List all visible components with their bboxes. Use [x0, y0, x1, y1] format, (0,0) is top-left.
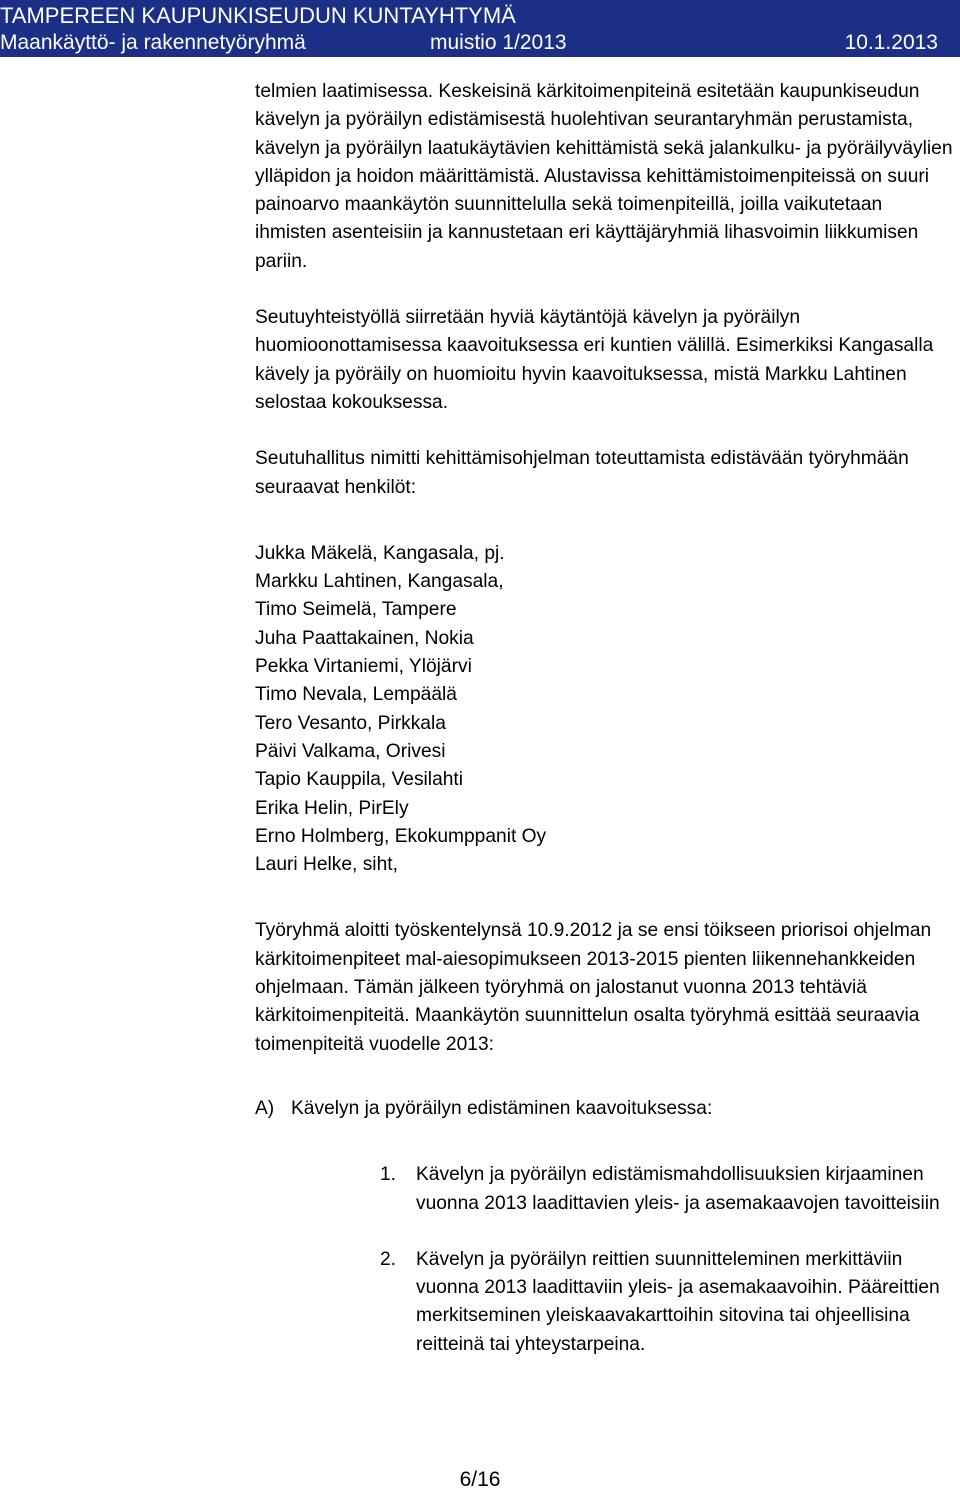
paragraph-working-group-appointment: Seutuhallitus nimitti kehittämisohjelman toteuttamista edistävään työryhmään seuraavat henkilöt:: [255, 448, 909, 498]
item-text: Kävelyn ja pyöräilyn edistämismahdollisuuksien kirjaaminen vuonna 2013 laadittavien yleis- ja asemakaavojen tavoitteisiin: [416, 1164, 940, 1214]
working-group-name: Maankäyttö- ja rakennetyöryhmä: [0, 31, 306, 54]
paragraph-continued: telmien laatimisessa. Keskeisinä kärkitoimenpiteinä esitetään kaupunkiseudun kävelyn ja pyöräilyn edistämisestä huolehtivan seurantaryhmän perustamista, kävelyn ja pyöräilyn laatukäytävien kehittämistä sekä jalankulku- ja pyöräilyväylien ylläpidon ja hoidon määrittämistä. Alustavissa kehittämistoimenpiteissä on suuri painoarvo maankäytön suunnittelulla sekä toimenpiteillä, joilla vaikutetaan ihmisten asenteisiin ja kannustetaan eri käyttäjäryhmiä lihasvoimin liikkumisen pariin.: [255, 81, 953, 272]
list-item: [380, 1246, 955, 1359]
list-item: Timo Seimelä, Tampere: [255, 599, 457, 621]
list-item: Jukka Mäkelä, Kangasala, pj.: [255, 542, 505, 564]
item-number: 2.: [380, 1248, 397, 1270]
section-title: Kävelyn ja pyöräilyn edistäminen kaavoituksessa:: [291, 1097, 713, 1119]
paragraph-working-group-progress: Työryhmä aloitti työskentelynsä 10.9.2012 ja se ensi töikseen priorisoi ohjelman kärkitoimenpiteet mal-aiesopimukseen 2013-2015 pienten liikennehankkeiden ohjelmaan. Tämän jälkeen työryhmä on jalostanut vuonna 2013 tehtäviä kärkitoimenpiteitä. Maankäytön suunnittelun osalta työryhmä esittää seuraavia toimenpiteitä vuodelle 2013:: [255, 920, 932, 1055]
section-a-heading: [255, 1095, 955, 1123]
paragraph-regional-cooperation: Seutuyhteistyöllä siirretään hyviä käytäntöjä kävelyn ja pyöräilyn huomioonottamisessa kaavoituksessa eri kuntien välillä. Esimerkiksi Kangasalla kävely ja pyöräily on huomioitu hyvin kaavoituksessa, mistä Markku Lahtinen selostaa kokouksessa.: [255, 307, 934, 413]
memo-date: 10.1.2013: [844, 31, 938, 54]
list-item: Tero Vesanto, Pirkkala: [255, 712, 446, 734]
measure-list: [380, 1161, 955, 1359]
list-item: Lauri Helke, siht,: [255, 854, 398, 876]
list-item: Juha Paattakainen, Nokia: [255, 627, 474, 649]
list-item: Tapio Kauppila, Vesilahti: [255, 769, 464, 791]
list-item: Markku Lahtinen, Kangasala,: [255, 571, 504, 593]
list-item: Päivi Valkama, Orivesi: [255, 740, 446, 762]
organization-name: TAMPEREEN KAUPUNKISEUDUN KUNTAYHTYMÄ: [0, 3, 516, 28]
member-list: [255, 540, 955, 880]
page-number: 6/16: [459, 1468, 501, 1491]
section-letter: A): [255, 1097, 275, 1119]
list-item: [380, 1161, 955, 1218]
list-item: Erika Helin, PirEly: [255, 797, 409, 819]
document-body: [255, 78, 955, 1359]
page-header: [0, 0, 960, 57]
list-item: Erno Holmberg, Ekokumppanit Oy: [255, 825, 547, 847]
list-item: Timo Nevala, Lempäälä: [255, 684, 457, 706]
item-number: 1.: [380, 1164, 397, 1186]
list-item: Pekka Virtaniemi, Ylöjärvi: [255, 656, 472, 678]
item-text: Kävelyn ja pyöräilyn reittien suunnitteleminen merkittäviin vuonna 2013 laadittaviin yleis- ja asemakaavoihin. Pääreittien merkitseminen yleiskaavakarttoihin sitovina tai ohjeellisina reitteinä tai yhteystarpeina.: [416, 1248, 940, 1355]
memo-number: muistio 1/2013: [430, 31, 567, 54]
